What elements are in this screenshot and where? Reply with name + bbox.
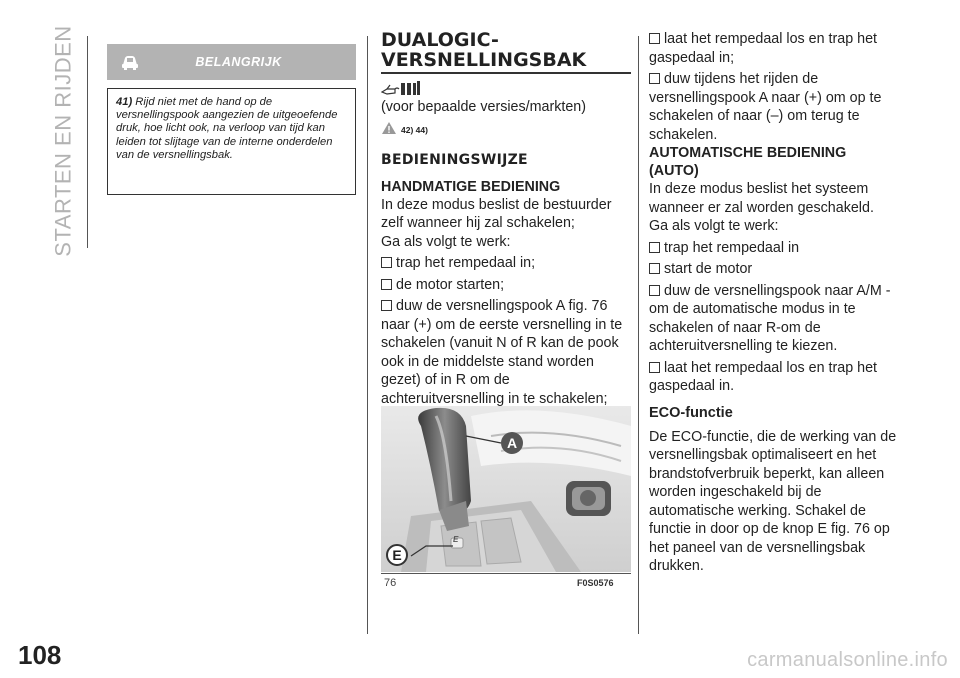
manual-intro: In deze modus beslist de bestuurder zelf wanneer hij zal schakelen; [381,196,612,231]
list-item [649,260,899,279]
column-divider-1 [367,36,368,634]
checkbox-bullet-icon [381,257,392,268]
watermark: carmanualsonline.info [747,649,948,671]
eco-text: De ECO-functie, die de werking van de versnellingsbak optimaliseert en het brandstofverbruik beperkt, kan alleen worden ingeschakeld bij de automatische werking. Schakel de functie in door op de knop E fig. 76 op het paneel van de versnellingsbak drukken. [649,428,897,574]
list-item-text: duw de versnellingspook naar A/M -om de automatische modus in te schakelen of naar R-om de achteruitversnelling te kiezen. [649,282,891,354]
column-divider-2 [638,36,639,634]
variant-icon-row [381,80,631,98]
checkbox-bullet-icon [649,73,660,84]
variant-note: (voor bepaalde versies/markten) [381,99,587,115]
warning-header [107,44,356,80]
auto-intro: In deze modus beslist het systeem wanneer er zal worden geschakeld. [649,181,874,216]
checkbox-bullet-icon [649,362,660,373]
list-item [649,30,899,67]
auto-heading: AUTOMATISCHE BEDIENING (AUTO) [649,145,847,179]
list-item-text: laat het rempedaal los en trap het gaspedaal in. [649,359,878,394]
page-number: 108 [18,640,62,670]
car-warning-icon [119,52,141,77]
figure-rule [381,573,631,574]
callout-a: A [501,432,523,454]
list-item-text: trap het rempedaal in [664,239,800,256]
section-title-text: STARTEN EN RIJDEN [51,24,77,257]
list-item-text: duw tijdens het rijden de versnellingspook A naar (+) om op te schakelen of naar (–) om terug te schakelen. [649,71,882,143]
manual-steps-intro: Ga als volgt te werk: [381,233,511,250]
checkbox-bullet-icon [649,33,660,44]
right-column [649,30,899,576]
list-item [649,359,899,396]
list-item [649,239,899,258]
section-heading: BEDIENINGSWIJZE [381,151,528,168]
figure-code: F0S0576 [577,578,614,588]
list-item-text: de motor starten; [396,276,505,293]
list-item [649,70,899,144]
checkbox-bullet-icon [649,263,660,274]
list-item [381,276,631,295]
middle-column [381,30,631,408]
warning-note-text: Rijd niet met de hand op de versnellingspook aangezien de uitgeoefende druk, hoe licht ook, na verloop van tijd kan leiden tot slijtage van de interne onderdelen van de versnellingsbak. [116,96,338,161]
warning-note [116,96,341,162]
warning-note-number: 41) [116,96,133,108]
list-item-text: laat het rempedaal los en trap het gaspedaal in; [649,31,878,66]
figure-number: 76 [384,577,397,589]
callout-e: E [386,544,408,566]
warning-triangle-icon [381,121,397,140]
list-item-text: start de motor [664,261,753,277]
warning-refs-row [381,121,631,140]
warning-box [107,88,356,195]
section-title [44,24,84,257]
page-title-line1: DUALOGIC- [381,29,499,51]
page-title-line2: VERSNELLINGSBAK [381,49,587,71]
title-rule [381,72,631,74]
knob-label-e: E [453,535,459,544]
list-item-text: trap het rempedaal in; [396,255,536,271]
sidebar-divider [87,36,88,248]
warning-heading: BELANGRIJK [195,55,282,69]
gearbox-photo [381,406,631,572]
list-item [649,282,899,356]
list-item [381,254,631,273]
checkbox-bullet-icon [381,300,392,311]
eco-heading: ECO-functie [649,404,733,421]
auto-steps-intro: Ga als volgt te werk: [649,218,779,234]
manual-heading: HANDMATIGE BEDIENING [381,178,561,195]
checkbox-bullet-icon [649,285,660,296]
warning-refs: 42) 44) [401,125,428,135]
list-item-text: duw de versnellingspook A fig. 76 naar (+) om de eerste versnelling in te schakelen (vanuit N of R kan de pook ook in de middelste stand worden gezet) of in R om de achteruitversnelling in te schakelen; [381,298,623,407]
checkbox-bullet-icon [649,242,660,253]
list-item [381,297,631,408]
checkbox-bullet-icon [381,279,392,290]
